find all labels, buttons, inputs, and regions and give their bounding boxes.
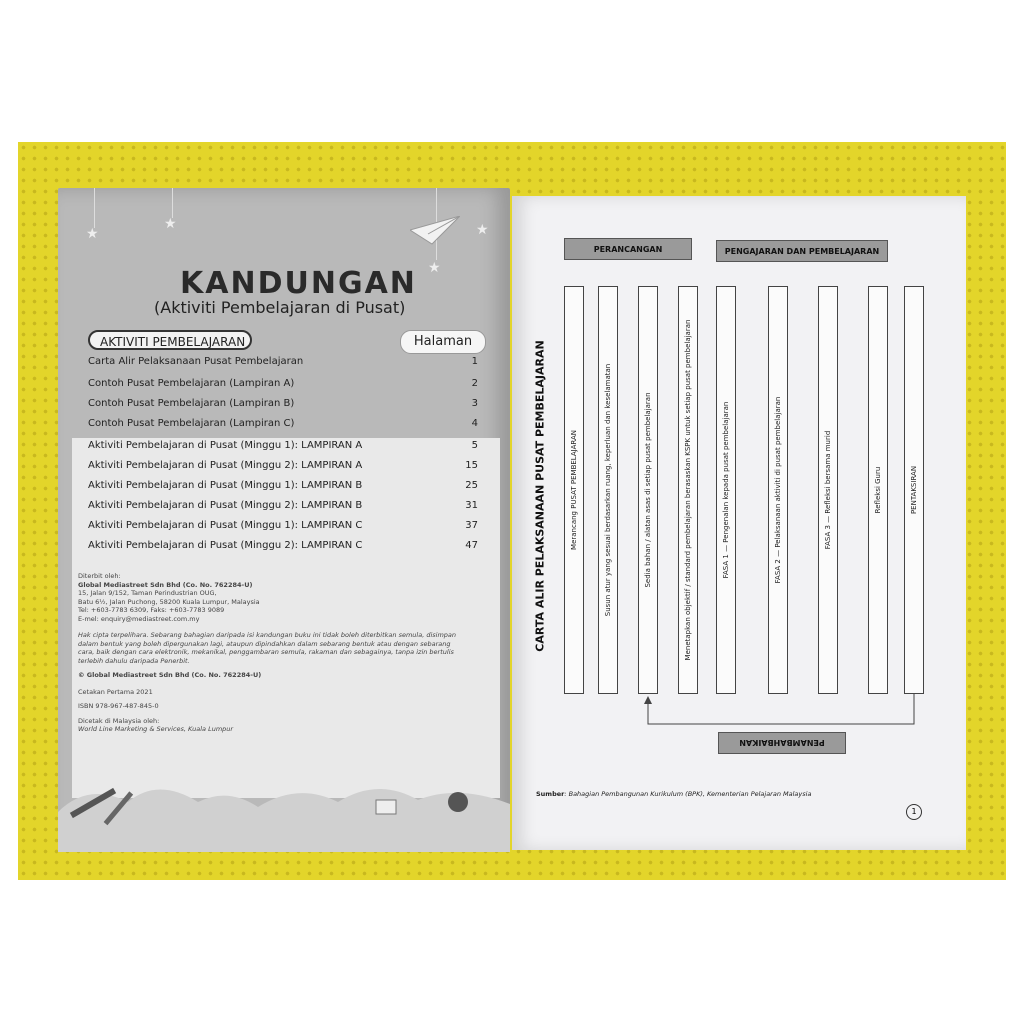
flow-column: FASA 3 — Refleksi bersama murid [818,286,838,694]
toc-page: 31 [465,500,478,511]
paint-icon [448,792,468,812]
flow-column: Menetapkan objektif / standard pembelajaran berasaskan KSPK untuk setiap pusat pembelajaran [678,286,698,694]
copyright-notice: cara, baik dengan cara elektronik, mekanikal, penggambaran semula, rakaman dan sebagainya, tanpa izin bertulis [78,648,454,656]
toc-row [88,440,478,451]
toc-label: Contoh Pusat Pembelajaran (Lampiran B) [88,398,295,409]
toc-row [88,398,478,409]
toc-page: 15 [465,460,478,471]
flow-column: FASA 1 — Pengenalan kepada pusat pembelajaran [716,286,736,694]
toc-row [88,460,478,471]
printed-in: Dicetak di Malaysia oleh: [78,716,160,725]
published-by: Diterbit oleh: [78,572,121,580]
toc-page: 25 [465,480,478,491]
toc-row [88,356,478,367]
toc-page: 3 [471,398,478,409]
toc-label: Aktiviti Pembelajaran di Pusat (Minggu 1): LAMPIRAN A [88,440,363,451]
publisher-phone: Tel: +603-7783 6309, Faks: +603-7783 9089 [78,606,225,614]
toc-row [88,378,478,389]
hanging-string [172,188,173,218]
toc-page: 47 [465,540,478,551]
page-column-heading: Halaman [400,330,486,354]
toc-label: Carta Alir Pelaksanaan Pusat Pembelajaran [88,356,304,367]
publisher-address: 15, Jalan 9/152, Taman Perindustrian OUG, [78,589,217,597]
teaching-header: PENGAJARAN DAN PEMBELAJARAN [716,240,888,262]
copyright-line: © Global Mediastreet Sdn Bhd (Co. No. 762284-U) [78,671,262,679]
hanging-string [94,188,95,228]
planning-header: PERANCANGAN [564,238,692,260]
star-icon: ★ [476,222,489,238]
copyright-notice: dalam bentuk yang boleh dipergunakan lagi, ataupun dipindahkan dalam sebarang bentuk atau dengan sebarang [78,639,451,648]
copyright-notice: Hak cipta terpelihara. Sebarang bahagian daripada isi kandungan buku ini tidak boleh diterbitkan semula, disimpan [78,631,457,639]
page-number: 1 [906,804,922,820]
flow-column: Merancang PUSAT PEMBELAJARAN [564,286,584,694]
star-icon: ★ [164,216,177,232]
toc-page: 5 [471,440,478,451]
toc-row [88,480,478,491]
paper-plane-icon [410,216,460,246]
publisher-email: E-mel: enquiry@mediastreet.com.my [78,614,200,623]
improvement-box: PENAMBAHBAIKAN [718,732,846,754]
cloud-illustration [58,772,510,852]
toc-row [88,500,478,511]
toc-page: 1 [471,356,478,367]
right-page [512,196,966,850]
left-page [58,188,510,852]
toc-row [88,520,478,531]
flow-column: Sedia bahan / alatan asas di setiap pusat pembelajaran [638,286,658,694]
flow-column: Susun atur yang sesuai berdasarkan ruang, keperluan dan keselamatan [598,286,618,694]
star-icon: ★ [428,260,441,276]
page-title: KANDUNGAN [180,266,417,301]
star-icon: ★ [86,226,99,242]
publisher-name: Global Mediastreet Sdn Bhd (Co. No. 762284-U) [78,580,253,589]
source-note: Sumber: Bahagian Pembangunan Kurikulum (BPK), Kementerian Pelajaran Malaysia [536,790,812,798]
toc-page: 2 [471,378,478,389]
toc-page: 4 [471,418,478,429]
toc-row [88,418,478,429]
flow-column: Refleksi Guru [868,286,888,694]
toc-label: Aktiviti Pembelajaran di Pusat (Minggu 1): LAMPIRAN B [88,480,363,491]
toc-label: Aktiviti Pembelajaran di Pusat (Minggu 2): LAMPIRAN B [88,500,363,511]
isbn: ISBN 978-967-487-845-0 [78,702,159,710]
toc-label: Aktiviti Pembelajaran di Pusat (Minggu 2): LAMPIRAN C [88,540,363,551]
publisher-address: Batu 6½, Jalan Puchong, 58200 Kuala Lumpur, Malaysia [78,597,260,606]
copyright-notice: terlebih dahulu daripada Penerbit. [78,656,190,665]
flow-column: PENTAKSIRAN [904,286,924,694]
page-subtitle: (Aktiviti Pembelajaran di Pusat) [154,298,406,317]
toc-label: Contoh Pusat Pembelajaran (Lampiran A) [88,378,295,389]
flow-column: FASA 2 — Pelaksanaan aktiviti di pusat pembelajaran [768,286,788,694]
publisher-info [78,572,488,734]
toc-label: Aktiviti Pembelajaran di Pusat (Minggu 2): LAMPIRAN A [88,460,363,471]
section-heading: AKTIVITI PEMBELAJARAN [88,330,252,350]
toc-label: Contoh Pusat Pembelajaran (Lampiran C) [88,418,295,429]
edition: Cetakan Pertama 2021 [78,687,153,696]
toc-row [88,540,478,551]
toc-page: 37 [465,520,478,531]
eraser-icon [376,800,396,814]
printer-name: World Line Marketing & Services, Kuala Lumpur [78,725,234,733]
toc-label: Aktiviti Pembelajaran di Pusat (Minggu 1): LAMPIRAN C [88,520,363,531]
flowchart-title: CARTA ALIR PELAKSANAAN PUSAT PEMBELAJARAN [533,340,547,652]
